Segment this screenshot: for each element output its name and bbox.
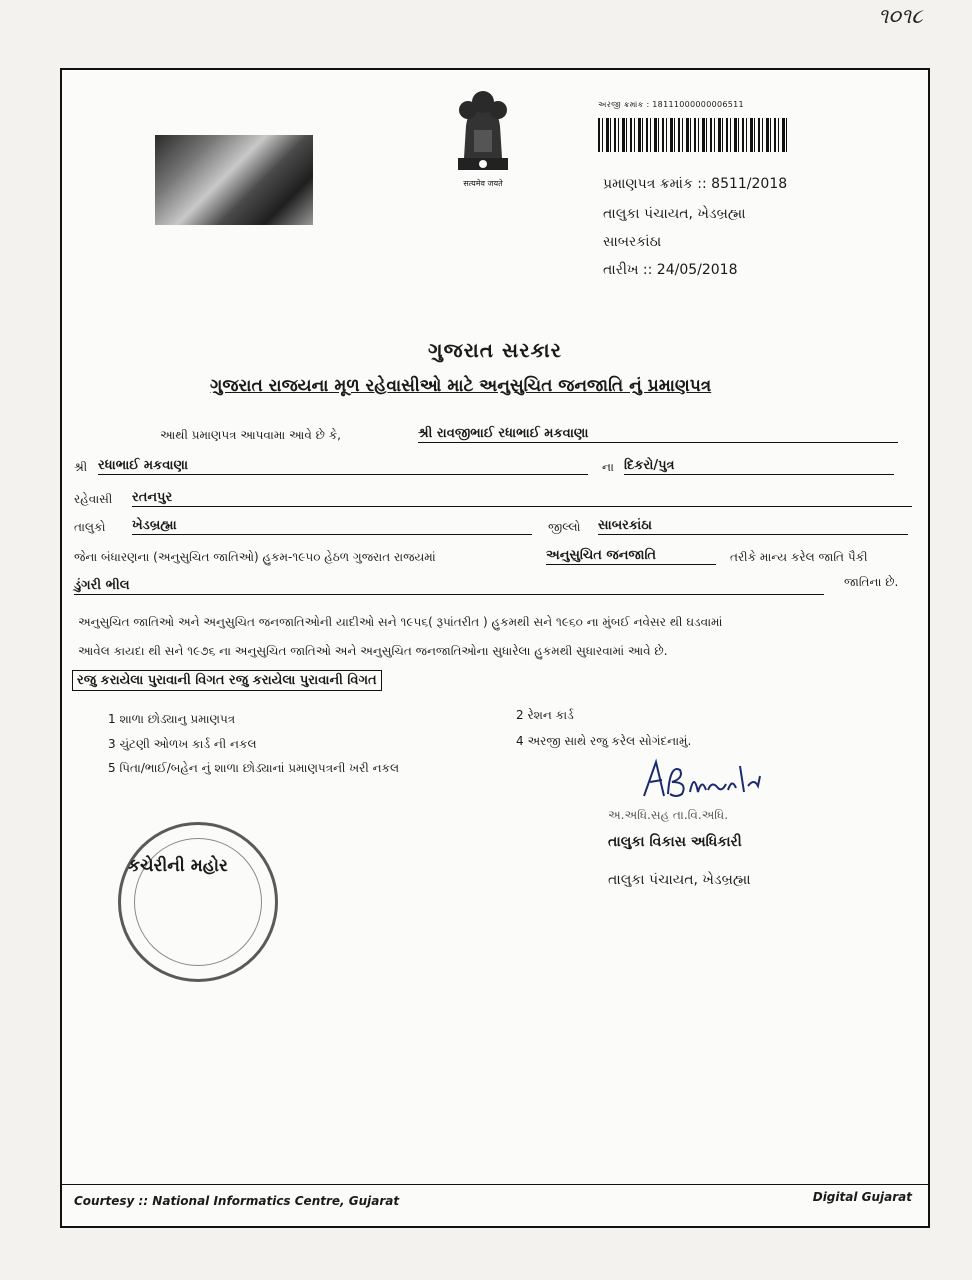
taluka-label: તાલુકો [74, 520, 106, 534]
footer-divider [62, 1184, 928, 1185]
father-name: રધાભાઈ મકવાણા [98, 458, 588, 475]
legal-paragraph-line-1: અનુસુચિત જાતિઓ અને અનુસુચિત જનજાતિઓની યાદીઓ સને ૧૯૫૬( રૂપાંતરીત ) હુકમથી સને ૧૯૬૦ ના મુંબઈ નવેસર થી ઘડવામાં [78, 615, 723, 629]
government-title: ગુજરાત સરકાર [428, 338, 562, 362]
issuing-district: સાબરકાંઠા [603, 234, 662, 250]
handwritten-page-number: ૧૦૧૮ [878, 4, 923, 28]
caste-value: ડુંગરી ભીલ [74, 578, 824, 595]
evidence-item: 4 અરજી સાથે રજુ કરેલ સોગંદનામું. [516, 734, 692, 748]
officer-title: તાલુકા વિકાસ અધિકારી [608, 834, 742, 850]
evidence-item: 3 ચુંટણી ઓળખ કાર્ડ ની નકલ [108, 737, 257, 751]
certificate-page [60, 68, 930, 1228]
evidence-item: 2 રેશન કાર્ડ [516, 708, 574, 722]
officer-signature [636, 756, 796, 808]
evidence-heading: રજુ કરાયેલા પુરાવાની વિગત રજુ કરાયેલા પુરાવાની વિગત [72, 670, 382, 691]
state-emblem [442, 86, 524, 198]
resident-label: રહેવાસી [74, 492, 113, 506]
district-value: સાબરકાંઠા [598, 518, 908, 535]
evidence-item: 5 પિતા/ભાઈ/બહેન નું શાળા છોડ્યાનાં પ્રમાણપત્રની ખરી નકલ [108, 761, 400, 775]
application-number: અરજી ક્રમાંક : 18111000000006511 [598, 100, 744, 109]
na-label: ના [602, 460, 614, 474]
order-text: જેના બંધારણના (અનુસુચિત જાતિઓ) હુકમ-૧૯૫૦ હેઠળ ગુજરાત રાજયમાં [74, 550, 436, 564]
issue-date: તારીખ :: 24/05/2018 [603, 262, 738, 278]
evidence-item: 1 શાળા છોડ્યાનુ પ્રમાણપત્ર [108, 712, 236, 726]
signature-designation-note: અ.અધિ.સહ તા.વિ.અધિ. [608, 808, 729, 822]
district-label: જીલ્લો [548, 520, 581, 534]
legal-paragraph-line-2: આવેલ કાયદા થી સને ૧૯૭૬ ના અનુસુચિત જાતિઓ અને અનુસુચિત જનજાતિઓના સુધારેલા હુકમથી સુધારવામાં આવે છે. [78, 644, 668, 658]
relation: દિકરો/પુત્ર [624, 458, 894, 475]
applicant-photo [155, 135, 313, 225]
footer-brand: Digital Gujarat [812, 1190, 912, 1204]
officer-office: તાલુકા પંચાયત, ખેડબ્રહ્મા [608, 872, 751, 888]
shri-label: શ્રી [74, 460, 88, 474]
barcode [598, 118, 788, 152]
category: અનુસુચિત જનજાતિ [546, 548, 716, 565]
footer-courtesy: Courtesy :: National Informatics Centre, Gujarat [74, 1194, 400, 1208]
recognized-text: તરીકે માન્ય કરેલ જાતિ પૈકી [730, 550, 868, 564]
certificate-title: ગુજરાત રાજયના મૂળ રહેવાસીઓ માટે અનુસુચિત જનજાતિ નું પ્રમાણપત્ર [210, 376, 712, 396]
ashoka-emblem-icon [448, 86, 518, 176]
taluka-value: ખેડબ્રહ્મા [132, 518, 532, 535]
intro-text: આથી પ્રમાણપત્ર આપવામા આવે છે કે, [160, 428, 341, 442]
office-seal [118, 822, 278, 982]
caste-suffix: જાતિના છે. [844, 575, 899, 589]
applicant-name: શ્રી રાવજીભાઈ રધાભાઈ મકવાણા [418, 426, 898, 443]
certificate-number: પ્રમાણપત્ર ક્રમાંક :: 8511/2018 [603, 176, 788, 192]
resident-village: રતનપુર [132, 490, 912, 507]
office-seal-label: કચેરીની મહોર [128, 856, 228, 876]
emblem-motto: सत्यमेव जयते [463, 179, 503, 188]
issuing-office: તાલુકા પંચાયત, ખેડબ્રહ્મા [603, 206, 746, 222]
